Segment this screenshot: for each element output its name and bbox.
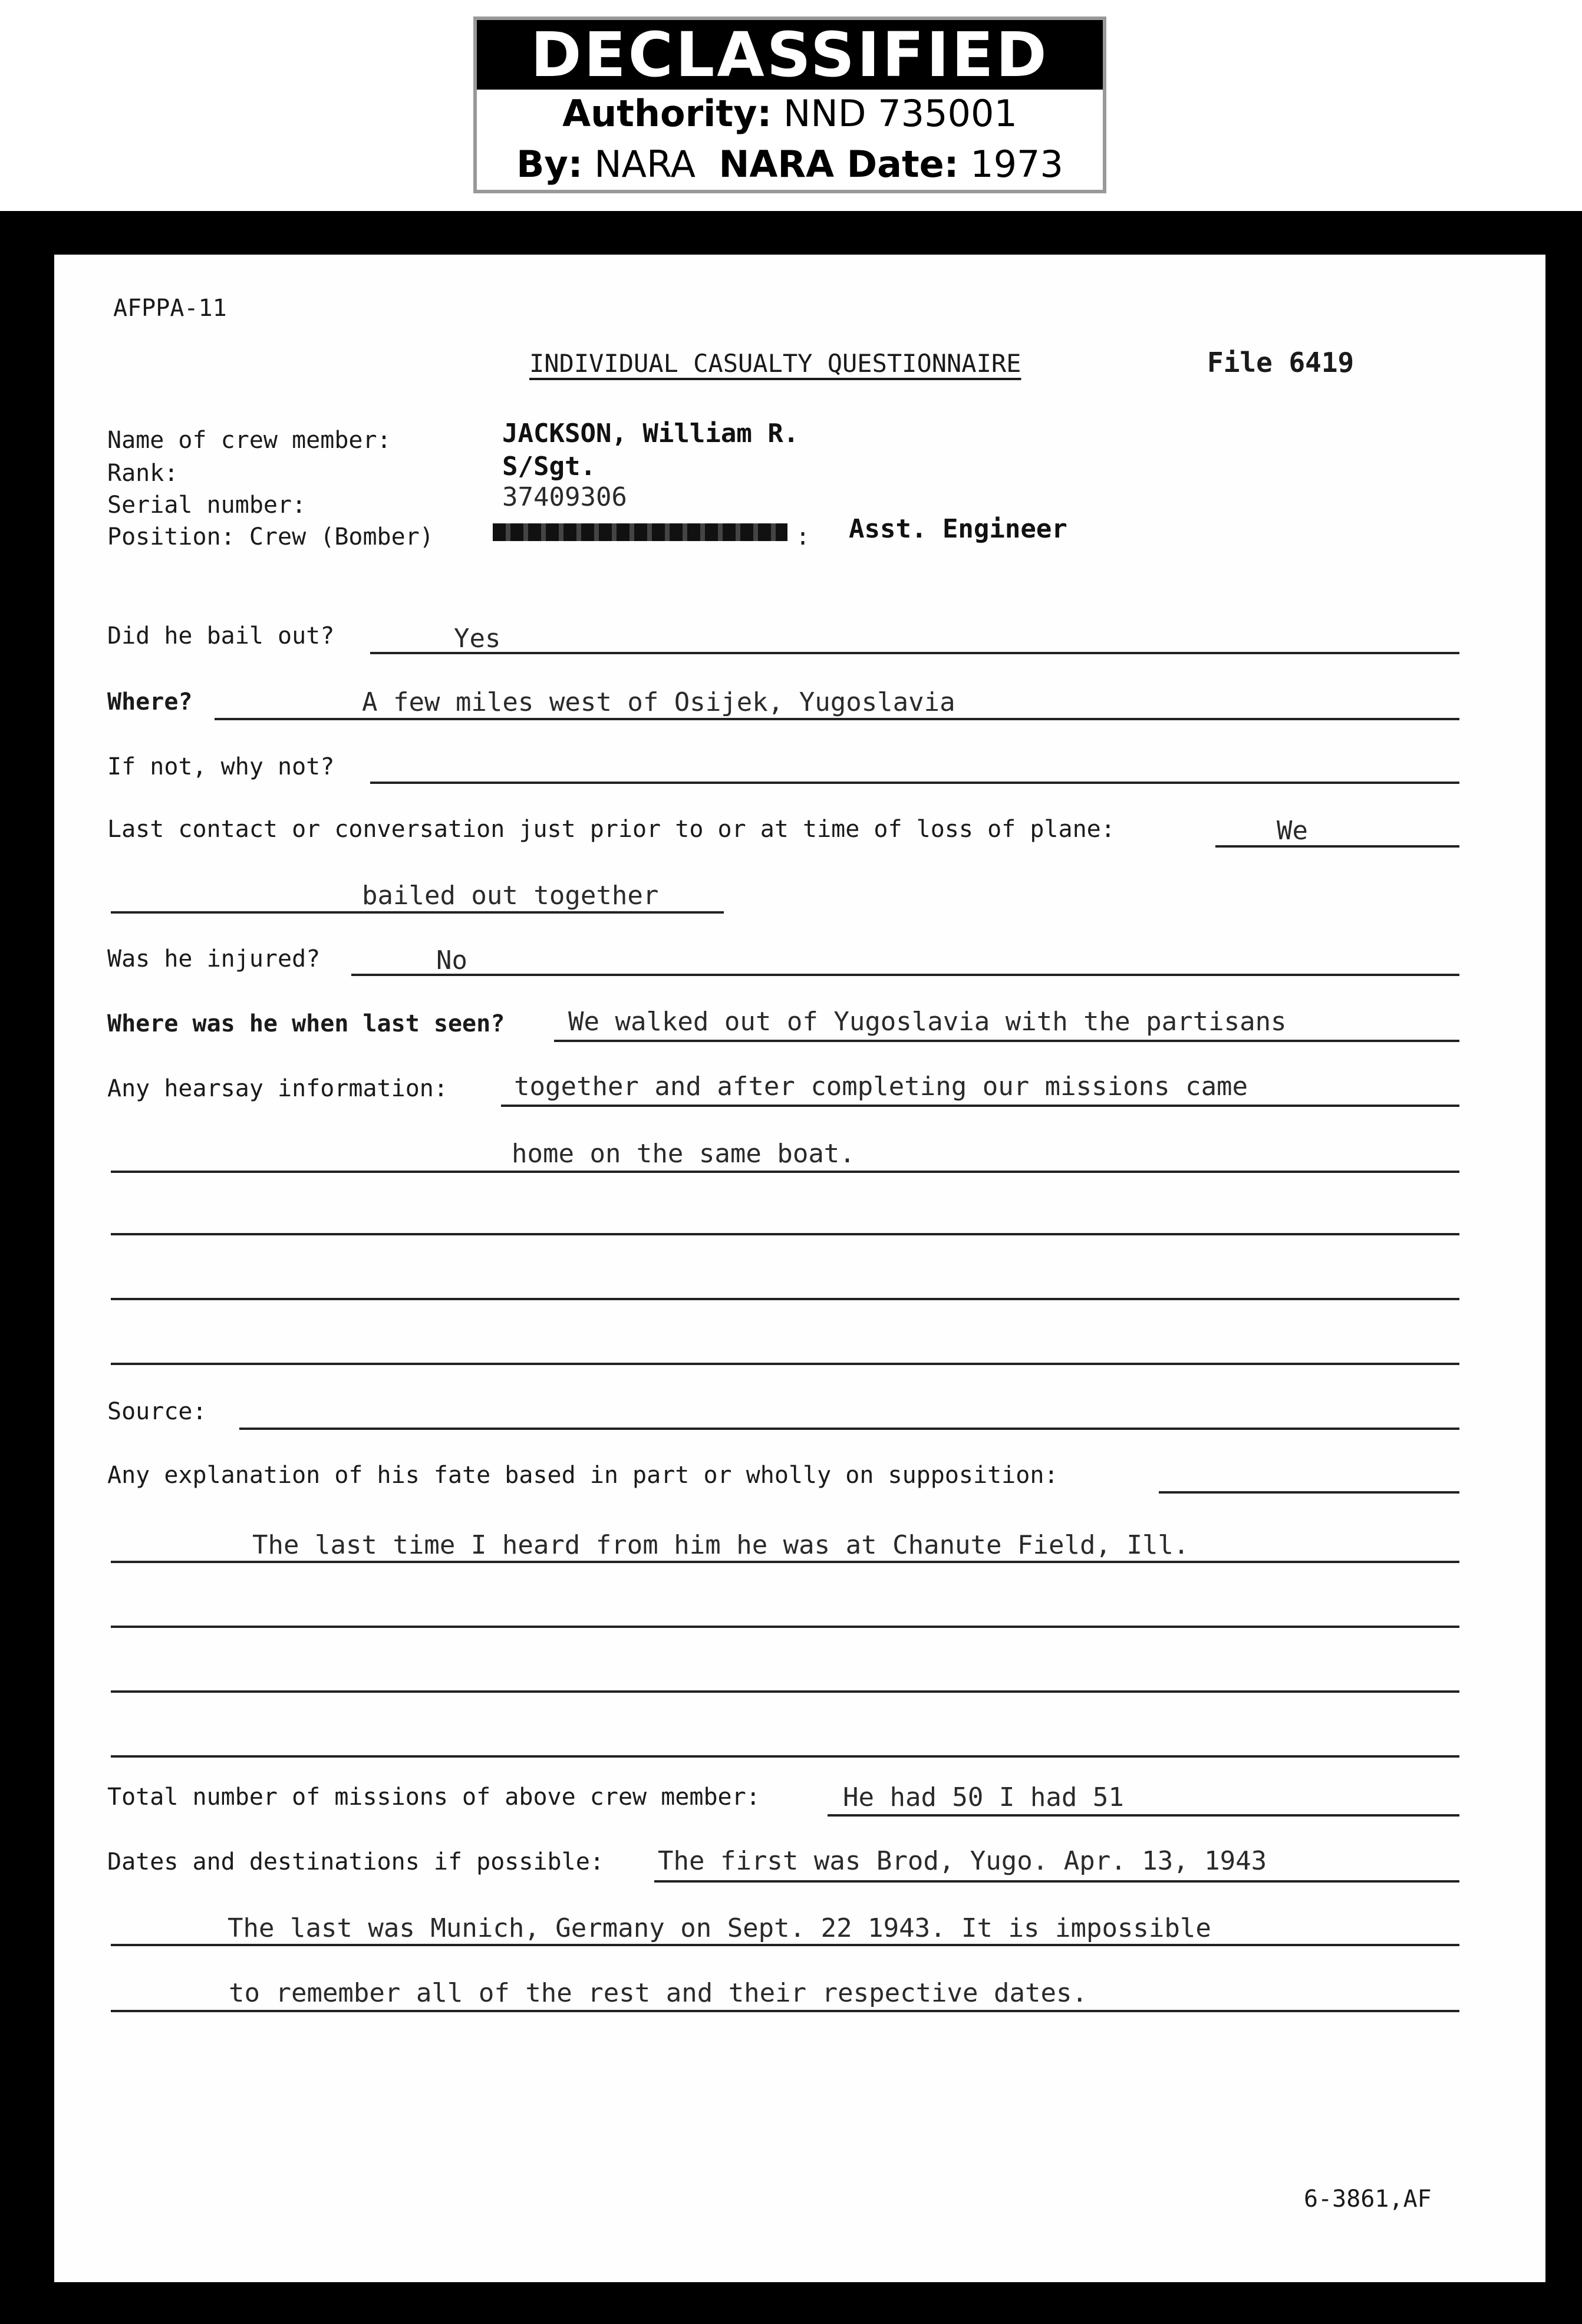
explanation-line-2 (111, 1561, 1459, 1563)
source-line (239, 1428, 1459, 1430)
position-value: Asst. Engineer (849, 514, 1067, 544)
where-label: Where? (107, 688, 193, 716)
explanation-line-1 (1159, 1491, 1459, 1494)
hearsay-label: Any hearsay information: (107, 1075, 448, 1102)
rank-value: S/Sgt. (502, 451, 596, 482)
injured-line (351, 974, 1459, 976)
bail-label: Did he bail out? (107, 622, 335, 650)
bail-value: Yes (454, 624, 501, 654)
blank-line-6 (111, 1755, 1459, 1758)
lastseen-label: Where was he when last seen? (107, 1010, 505, 1037)
serial-value: 37409306 (502, 482, 627, 512)
struck-out-text (493, 523, 787, 541)
bail-line (370, 652, 1459, 654)
contact-label: Last contact or conversation just prior to or at time of loss of plane: (107, 816, 1115, 843)
lastseen-value: We walked out of Yugoslavia with the partisans (568, 1007, 1287, 1037)
injured-value: No (436, 945, 467, 975)
source-label: Source: (107, 1398, 207, 1425)
dates-value-1: The first was Brod, Yugo. Apr. 13, 1943 (658, 1846, 1267, 1876)
form-number: 6-3861,AF (1304, 2185, 1432, 2213)
stamp-heading: DECLASSIFIED (477, 20, 1103, 90)
hearsay-value-1: together and after completing our missions came (514, 1072, 1248, 1102)
rank-label: Rank: (107, 460, 179, 487)
stamp-by (477, 143, 1103, 186)
stamp-by-label: By: (516, 143, 583, 186)
missions-value: He had 50 I had 51 (843, 1782, 1124, 1812)
dates-value-2: The last was Munich, Germany on Sept. 22 1943. It is impossible (228, 1913, 1211, 1943)
contact-line-2 (111, 911, 724, 914)
ifnot-label: If not, why not? (107, 753, 335, 780)
stamp-authority-label: Authority: (562, 92, 772, 135)
blank-line-2 (111, 1298, 1459, 1300)
contact-value-2: bailed out together (362, 881, 659, 911)
dates-line-1 (654, 1880, 1459, 1883)
hearsay-value-2: home on the same boat. (512, 1139, 855, 1169)
name-value: JACKSON, William R. (502, 418, 799, 449)
serial-label: Serial number: (107, 492, 306, 519)
dates-value-3: to remember all of the rest and their respective dates. (229, 1978, 1087, 2008)
name-label: Name of crew member: (107, 427, 391, 454)
blank-line-5 (111, 1690, 1459, 1693)
ifnot-line (370, 782, 1459, 784)
blank-line-4 (111, 1626, 1459, 1628)
stamp-by-value: NARA (594, 143, 696, 186)
declassified-stamp (473, 17, 1106, 193)
stamp-date-label: NARA Date: (719, 143, 959, 186)
stamp-date-value: 1973 (970, 143, 1063, 186)
explanation-value: The last time I heard from him he was at Chanute Field, Ill. (252, 1530, 1189, 1560)
document-title: INDIVIDUAL CASUALTY QUESTIONNAIRE (529, 349, 1021, 378)
hearsay-line-2 (111, 1171, 1459, 1173)
contact-line-1 (1215, 845, 1459, 848)
missions-label: Total number of missions of above crew member: (107, 1784, 760, 1811)
lastseen-line (554, 1040, 1459, 1042)
where-line (215, 718, 1459, 720)
position-colon: : (796, 523, 810, 550)
blank-line-1 (111, 1233, 1459, 1235)
file-number: File 6419 (1207, 347, 1354, 378)
dates-line-3 (111, 2010, 1459, 2012)
blank-line-3 (111, 1363, 1459, 1365)
injured-label: Was he injured? (107, 945, 321, 973)
contact-value-1: We (1277, 816, 1308, 846)
stamp-authority-value: NND 735001 (783, 92, 1017, 135)
explanation-label: Any explanation of his fate based in part or wholly on supposition: (107, 1462, 1059, 1489)
hearsay-line-1 (501, 1105, 1459, 1107)
dates-line-2 (111, 1944, 1459, 1946)
position-label: Position: Crew (Bomber) (107, 523, 434, 550)
where-value: A few miles west of Osijek, Yugoslavia (362, 687, 955, 717)
dates-label: Dates and destinations if possible: (107, 1848, 604, 1875)
form-id: AFPPA-11 (113, 295, 227, 322)
missions-line (828, 1814, 1459, 1817)
stamp-authority (477, 92, 1103, 135)
